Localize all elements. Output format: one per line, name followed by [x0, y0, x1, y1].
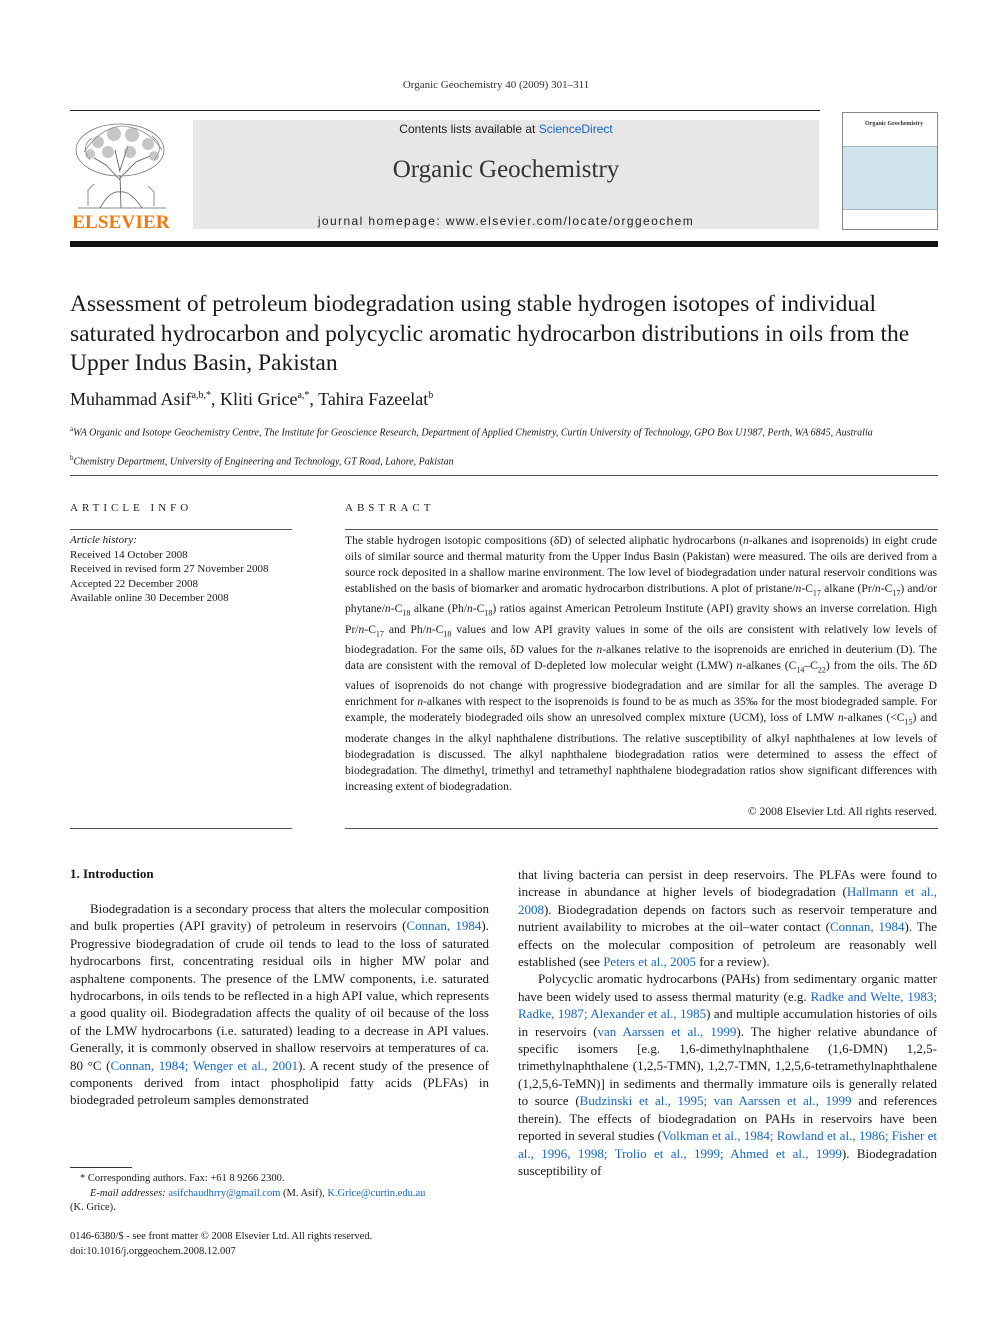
body-column-right — [518, 866, 937, 1179]
history-label: Article history: — [70, 534, 137, 546]
contents-prefix: Contents lists available at — [399, 122, 539, 136]
author-list — [70, 389, 930, 410]
online-date: Available online 30 December 2008 — [70, 592, 229, 604]
affiliation-b — [70, 451, 930, 470]
citation-link[interactable]: van Aarssen et al., 1999 — [597, 1023, 737, 1039]
article-title: Assessment of petroleum biodegradation using stable hydrogen isotopes of individual saturated hydrocarbon and polycyclic aromatic hydrocarbon distributions in oils from the Upper Indus Basin, Pakistan — [70, 291, 910, 376]
footnote-rule — [70, 1167, 132, 1168]
header-thick-rule — [70, 241, 938, 247]
received-date: Received 14 October 2008 — [70, 548, 188, 561]
citation-link[interactable]: Peters et al., 2005 — [603, 954, 696, 970]
author-affil-mark: a,b,* — [191, 390, 211, 401]
affiliation-text: Chemistry Department, University of Engineering and Technology, GT Road, Lahore, Pakistan — [73, 456, 454, 468]
author-separator: , — [309, 389, 319, 409]
journal-citation: Organic Geochemistry 40 (2009) 301–311 — [402, 79, 590, 91]
doi-line[interactable]: doi:10.1016/j.orggeochem.2008.12.007 — [70, 1245, 236, 1257]
author-affil-mark: b — [428, 390, 434, 401]
revised-date: Received in revised form 27 November 2008 — [70, 563, 269, 575]
citation-link[interactable]: Budzinski et al., 1995; van Aarssen et al., 1999 — [579, 1093, 852, 1109]
cover-title: Organic Geochemistry — [865, 121, 924, 127]
affiliation-a — [70, 422, 930, 441]
footnote — [70, 1172, 490, 1216]
cover-footer — [843, 209, 937, 230]
journal-banner — [193, 120, 819, 229]
paragraph: Polycyclic aromatic hydrocarbons (PAHs) from sedimentary organic matter have been widely used to assess thermal maturity (e.g. Radke and Welte, 1983; Radke, 1987; Alexander et al., 1985) and multiple accumulation histories of oils in reservoirs (van Aarssen et al., 1999). The higher relative abundance of specific isomers [e.g. 1,6-dimethylnaphthalene (1,6-DMN) 1,2,5-trimethylnaphthalene (1,2,5-TMN), 1,2,7-TMN, 1,2,5,6-tetramethylnaphthalene (1,2,5,6-TeMN)] in sediments and thermally immature oils is generally related to source (Budzinski et al., 1995; van Aarssen et al., 1999 and references therein). The effects of biodegradation on PAHs in reservoirs have been reported in several studies (Volkman et al., 1984; Rowland et al., 1986; Fisher et al., 1996, 1998; Trolio et al., 1999; Ahmed et al., 1999). Biodegradation susceptibility of — [518, 971, 938, 1178]
cover-header — [843, 113, 937, 147]
affiliation-mark: a — [70, 425, 74, 433]
author-separator: , — [210, 389, 220, 409]
author-name[interactable]: Muhammad Asif — [70, 389, 192, 409]
email-link[interactable]: asifchaudhrry@gmail.com — [168, 1187, 281, 1199]
email-line — [70, 1187, 490, 1202]
citation-link[interactable]: Connan, 1984 — [406, 918, 482, 934]
header-rule — [70, 110, 820, 111]
body-column-left — [70, 900, 489, 1109]
introduction-heading: 1. Introduction — [70, 866, 154, 881]
email-owner: (M. Asif), — [283, 1187, 325, 1199]
article-info-rule — [70, 529, 292, 530]
abstract-heading: ABSTRACT — [345, 502, 435, 514]
article-info-bottom-rule — [70, 828, 292, 829]
author-name[interactable]: Kliti Grice — [219, 389, 298, 409]
contents-line — [193, 122, 819, 136]
issn-info — [70, 1230, 500, 1259]
publisher-wordmark: ELSEVIER — [72, 212, 170, 233]
elsevier-logo[interactable] — [70, 120, 172, 232]
citation-link[interactable]: Connan, 1984 — [829, 919, 905, 935]
abstract-copyright: © 2008 Elsevier Ltd. All rights reserved. — [747, 805, 937, 818]
abstract-bottom-rule — [345, 828, 938, 829]
paragraph: that living bacteria can persist in deep reservoirs. The PLFAs were found to increase in abundance at higher levels of biodegradation (Hallmann et al., 2008). Biodegradation depends on factors such as reservoir temperature and nutrient availability to microbes at the oil–water contact (Connan, 1984). The effects on the molecular composition of petroleum are reasonably well established (see Peters et al., 2005 for a review). — [518, 867, 937, 970]
section-rule — [70, 475, 938, 476]
author-affil-mark: a,* — [297, 390, 310, 401]
citation-link[interactable]: Hallmann et al., 2008 — [518, 884, 937, 917]
issn-line: 0146-6380/$ - see front matter © 2008 Elsevier Ltd. All rights reserved. — [70, 1231, 373, 1242]
journal-title[interactable]: Organic Geochemistry — [392, 156, 620, 183]
tree-logo-icon — [70, 120, 172, 212]
sciencedirect-link[interactable]: ScienceDirect — [538, 122, 613, 136]
journal-cover-thumbnail[interactable] — [842, 112, 938, 230]
article-info-heading: ARTICLE INFO — [70, 502, 193, 514]
citation-link[interactable]: Connan, 1984; Wenger et al., 2001 — [110, 1057, 299, 1073]
abstract-text: The stable hydrogen isotopic compositions (δD) of selected aliphatic hydrocarbons (n-alkanes and isoprenoids) in eight crude oils of similar source and thermal maturity from the Upper Indus Basin (Pakistan) were measured. The oils are derived from a source rock deposited in a shallow marine environment. The low level of biodegradation under natural reservoir conditions was established on the basis of biomarker and aromatic hydrocarbon distributions. A plot of pristane/$n-C_{17}$ alkane $(Pr/n-C_{17})$ and/or phytane/$n-C_{18}$ alkane $(Ph/n-C_{18})$ ratios against American Petroleum Institute (API) gravity shows an inverse correlation. High $Pr/n-C_{17}$ and $Ph/n-C_{18}$ values and low API gravity values in some of the oils are consistent with relatively low levels of biodegradation. For the same oils, δD values for the n-alkanes relative to the isoprenoids are enriched in deuterium (D). The data are consistent with the removal of D-depleted low molecular weight (LMW) n-alkanes $(C_{14}-C_{22})$ from the oils. The δD values of isoprenoids do not change with progressive biodegradation and are similar for all the samples. The average D enrichment for n-alkanes with respect to the isoprenoids is found to be as much as 35‰ for the most biodegraded sample. For example, the moderately biodegraded oils show an unresolved complex mixture (UCM), loss of LMW n-alkanes $(<C_{15})$ and moderate changes in the alkyl naphthalene distributions. The relative susceptibility of alkyl naphthalenes at low levels of biodegradation is discussed. The alkyl naphthalene biodegradation ratios were determined to assess the effect of biodegradation. The dimethyl, trimethyl and tetramethyl naphthalene biodegradation ratios show significant differences with increasing extent of biodegradation. — [345, 534, 938, 793]
corresponding-note: * Corresponding authors. Fax: +61 8 9266 2300. — [80, 1173, 285, 1184]
accepted-date: Accepted 22 December 2008 — [70, 577, 198, 590]
author-name[interactable]: Tahira Fazeelat — [318, 389, 429, 409]
email-label: E-mail addresses: — [90, 1187, 166, 1199]
paragraph: Biodegradation is a secondary process that alters the molecular composition and bulk properties (API gravity) of petroleum in reservoirs (Connan, 1984). Progressive biodegradation of crude oil tends to lead to the loss of saturated hydrocarbons first, concentrating residual oils in higher MW polar and asphaltene components. The presence of the LMW components, i.e. saturated hydrocarbons, in oils tends to be reflected in a high API value, which represents a good quality oil. Biodegradation affects the quality of oil because of the loss of the LMW hydrocarbons (i.e. saturated) leading to a decrease in API values. Generally, it is commonly observed in shallow reservoirs at temperatures of ca. 80 °C (Connan, 1984; Wenger et al., 2001). A recent study of the presence of components derived from intact phospholipid fatty acids (PLFAs) in biodegraded petroleum samples demonstrated — [70, 901, 490, 1108]
affiliation-text: WA Organic and Isotope Geochemistry Centre, The Institute for Geoscience Research, Department of Applied Chemistry, Curtin University of Technology, GPO Box U1987, Perth, WA 6845, Australia — [73, 427, 873, 439]
article-history — [70, 533, 300, 606]
email-owner: (K. Grice). — [70, 1202, 116, 1213]
abstract-rule — [345, 529, 938, 530]
citation-link[interactable]: Volkman et al., 1984; Rowland et al., 1986; Fisher et al., 1996, 1998; Trolio et al., 1999; Ahmed et al., 1999 — [518, 1128, 937, 1161]
citation-link[interactable]: Radke and Welte, 1983; Radke, 1987; Alexander et al., 1985 — [518, 988, 938, 1022]
email-link[interactable]: K.Grice@curtin.edu.au — [327, 1187, 426, 1199]
affiliation-mark: b — [70, 454, 74, 462]
journal-homepage[interactable]: journal homepage: www.elsevier.com/locate/orggeochem — [317, 214, 695, 228]
